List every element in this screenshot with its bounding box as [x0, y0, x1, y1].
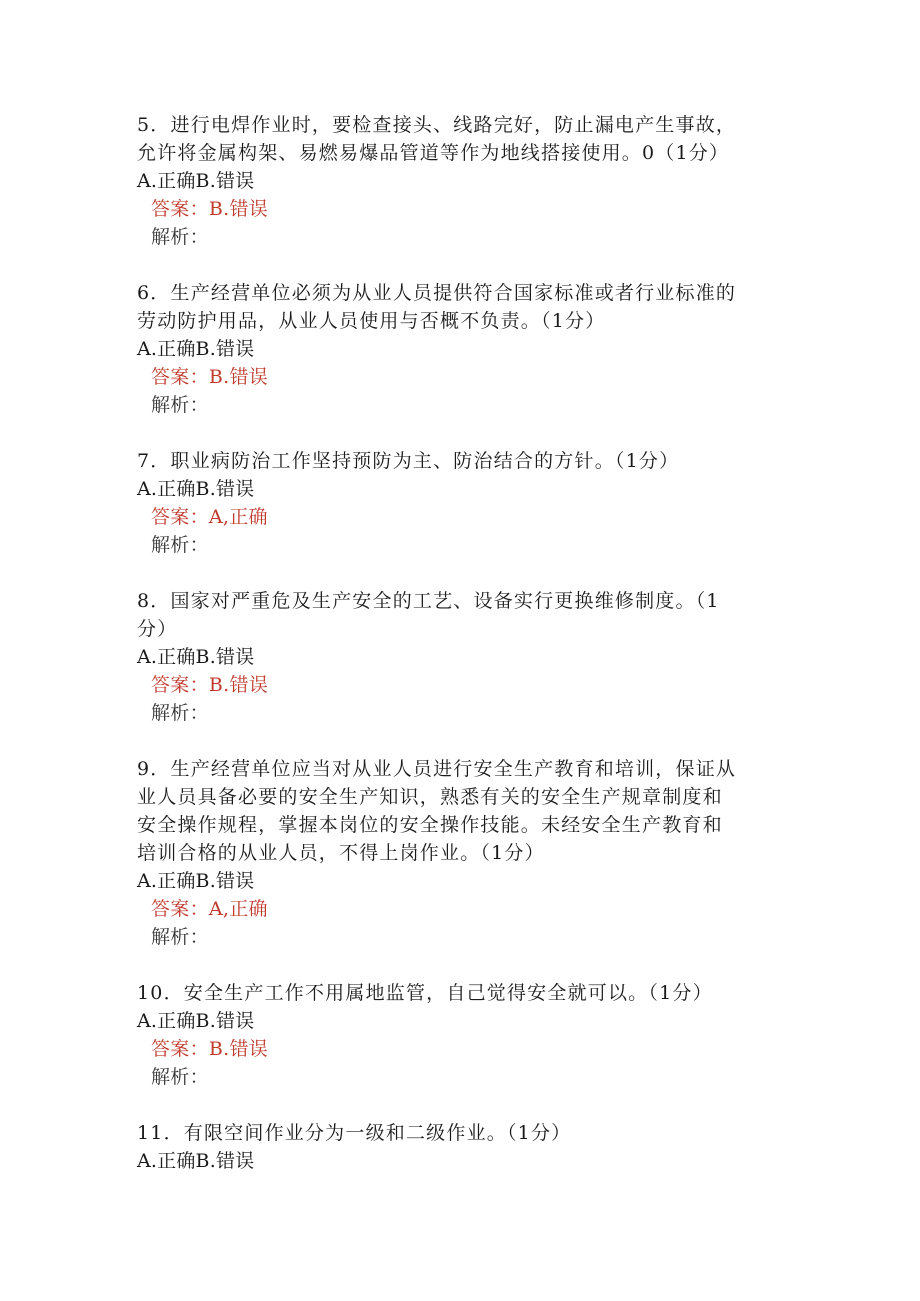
question-options: A.正确B.错误 [137, 338, 255, 360]
explanation-label: 解析： [151, 926, 209, 948]
answer-text: 答案：A,正确 [151, 898, 268, 920]
question-9 [137, 755, 787, 951]
stem-line: 6．生产经营单位必须为从业人员提供符合国家标准或者行业标准的 [137, 282, 737, 304]
question-options: A.正确B.错误 [137, 870, 255, 892]
stem-line: 允许将金属构架、易燃易爆品管道等作为地线搭接使用。0（1分） [137, 142, 730, 164]
question-stem [137, 587, 787, 643]
question-options: A.正确B.错误 [137, 170, 255, 192]
stem-line: 劳动防护用品，从业人员使用与否概不负责。（1分） [137, 310, 606, 332]
question-10 [137, 979, 787, 1091]
question-options: A.正确B.错误 [137, 1150, 255, 1172]
question-5 [137, 111, 787, 251]
explanation-label: 解析： [151, 534, 209, 556]
explanation-label: 解析： [151, 702, 209, 724]
stem-line: 7．职业病防治工作坚持预防为主、防治结合的方针。（1分） [137, 450, 680, 472]
stem-line: 5．进行电焊作业时，要检查接头、线路完好，防止漏电产生事故， [137, 114, 737, 136]
answer-text: 答案：B.错误 [151, 366, 269, 388]
question-stem [137, 447, 787, 475]
stem-line: 培训合格的从业人员，不得上岗作业。（1分） [137, 842, 545, 864]
question-stem [137, 1119, 787, 1147]
stem-line: 9．生产经营单位应当对从业人员进行安全生产教育和培训，保证从 [137, 758, 737, 780]
question-stem [137, 279, 787, 335]
question-options: A.正确B.错误 [137, 1010, 255, 1032]
question-11 [137, 1119, 787, 1175]
explanation-label: 解析： [151, 226, 209, 248]
stem-line: 11．有限空间作业分为一级和二级作业。（1分） [137, 1122, 572, 1144]
answer-text: 答案：B.错误 [151, 198, 269, 220]
question-stem [137, 111, 787, 167]
answer-text: 答案：B.错误 [151, 674, 269, 696]
question-options: A.正确B.错误 [137, 646, 255, 668]
stem-line: 分） [137, 618, 178, 640]
explanation-label: 解析： [151, 1066, 209, 1088]
question-options: A.正确B.错误 [137, 478, 255, 500]
answer-text: 答案：B.错误 [151, 1038, 269, 1060]
question-6 [137, 279, 787, 419]
answer-text: 答案：A,正确 [151, 506, 268, 528]
question-stem [137, 755, 787, 867]
stem-line: 8．国家对严重危及生产安全的工艺、设备实行更换维修制度。（1 [137, 590, 720, 612]
question-7 [137, 447, 787, 559]
stem-line: 10．安全生产工作不用属地监管，自己觉得安全就可以。（1分） [137, 982, 713, 1004]
stem-line: 安全操作规程，掌握本岗位的安全操作技能。未经安全生产教育和 [137, 814, 723, 836]
question-stem [137, 979, 787, 1007]
explanation-label: 解析： [151, 394, 209, 416]
question-8 [137, 587, 787, 727]
stem-line: 业人员具备必要的安全生产知识，熟悉有关的安全生产规章制度和 [137, 786, 723, 808]
